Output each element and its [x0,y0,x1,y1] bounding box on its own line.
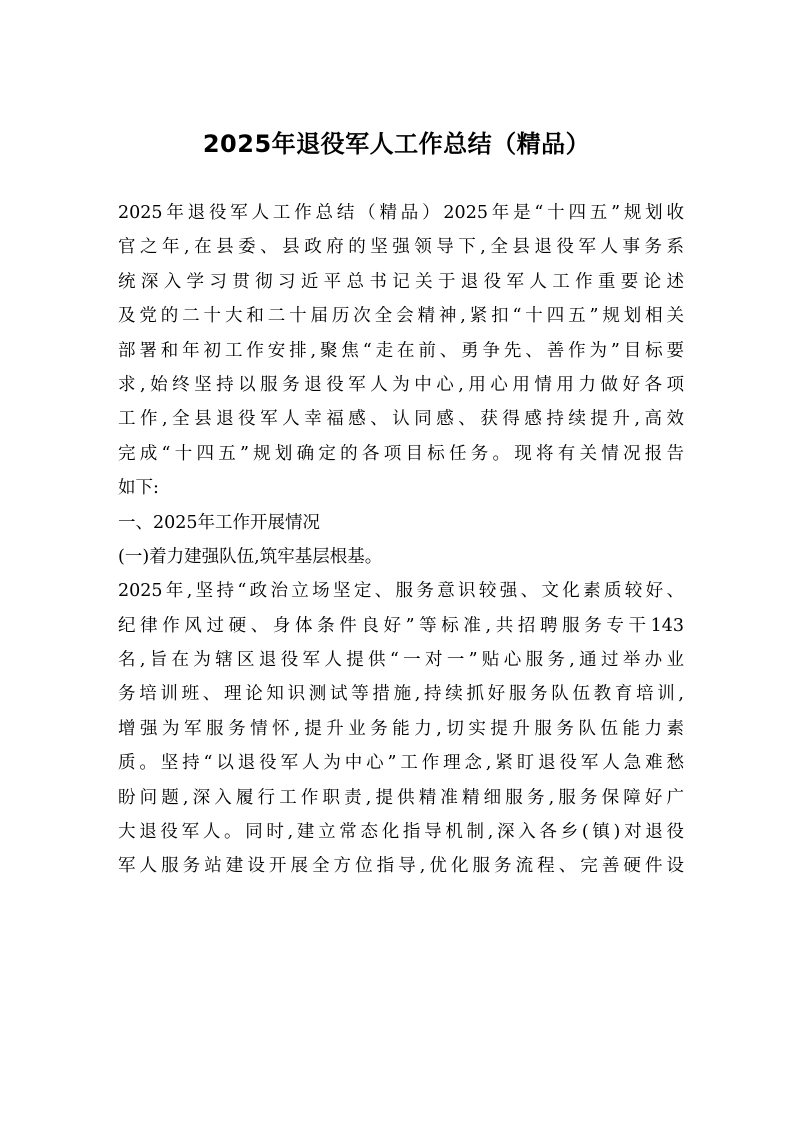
body-line: 部署和年初工作安排,聚焦“走在前、勇争先、善作为”目标要 [118,340,684,361]
document-title: 2025年退役军人工作总结（精品） [202,130,591,158]
document-body [118,196,684,884]
body-line: 2025年退役军人工作总结（精品）2025年是“十四五”规划收 [118,203,684,223]
body-line: 务培训班、理论知识测试等措施,持续抓好服务队伍教育培训, [118,684,684,705]
body-line: 求,始终坚持以服务退役军人为中心,用心用情用力做好各项 [118,374,684,395]
body-line: 纪律作风过硬、身体条件良好”等标准,共招聘服务专干143 [118,615,684,636]
body-line: 如下: [118,478,159,499]
section-heading: 一、2025年工作开展情况 [118,512,321,533]
body-line: 名,旨在为辖区退役军人提供“一对一”贴心服务,通过举办业 [118,650,684,671]
subsection-heading: (一)着力建强队伍,筑牢基层根基。 [118,546,383,567]
body-line: 增强为军服务情怀,提升业务能力,切实提升服务队伍能力素 [118,718,684,739]
body-line: 大退役军人。同时,建立常态化指导机制,深入各乡(镇)对退役 [118,822,684,843]
body-line: 2025年,坚持“政治立场坚定、服务意识较强、文化素质较好、 [118,581,684,602]
body-line: 军人服务站建设开展全方位指导,优化服务流程、完善硬件设 [118,856,684,877]
body-line: 质。坚持“以退役军人为中心”工作理念,紧盯退役军人急难愁 [118,753,684,774]
body-line: 工作,全县退役军人幸福感、认同感、获得感持续提升,高效 [118,409,684,430]
body-line: 统深入学习贯彻习近平总书记关于退役军人工作重要论述 [118,271,684,292]
body-line: 完成“十四五”规划确定的各项目标任务。现将有关情况报告 [118,443,684,464]
body-line: 及党的二十大和二十届历次全会精神,紧扣“十四五”规划相关 [118,306,684,327]
body-line: 官之年,在县委、县政府的坚强领导下,全县退役军人事务系 [118,237,684,258]
body-line: 盼问题,深入履行工作职责,提供精准精细服务,服务保障好广 [118,787,684,808]
